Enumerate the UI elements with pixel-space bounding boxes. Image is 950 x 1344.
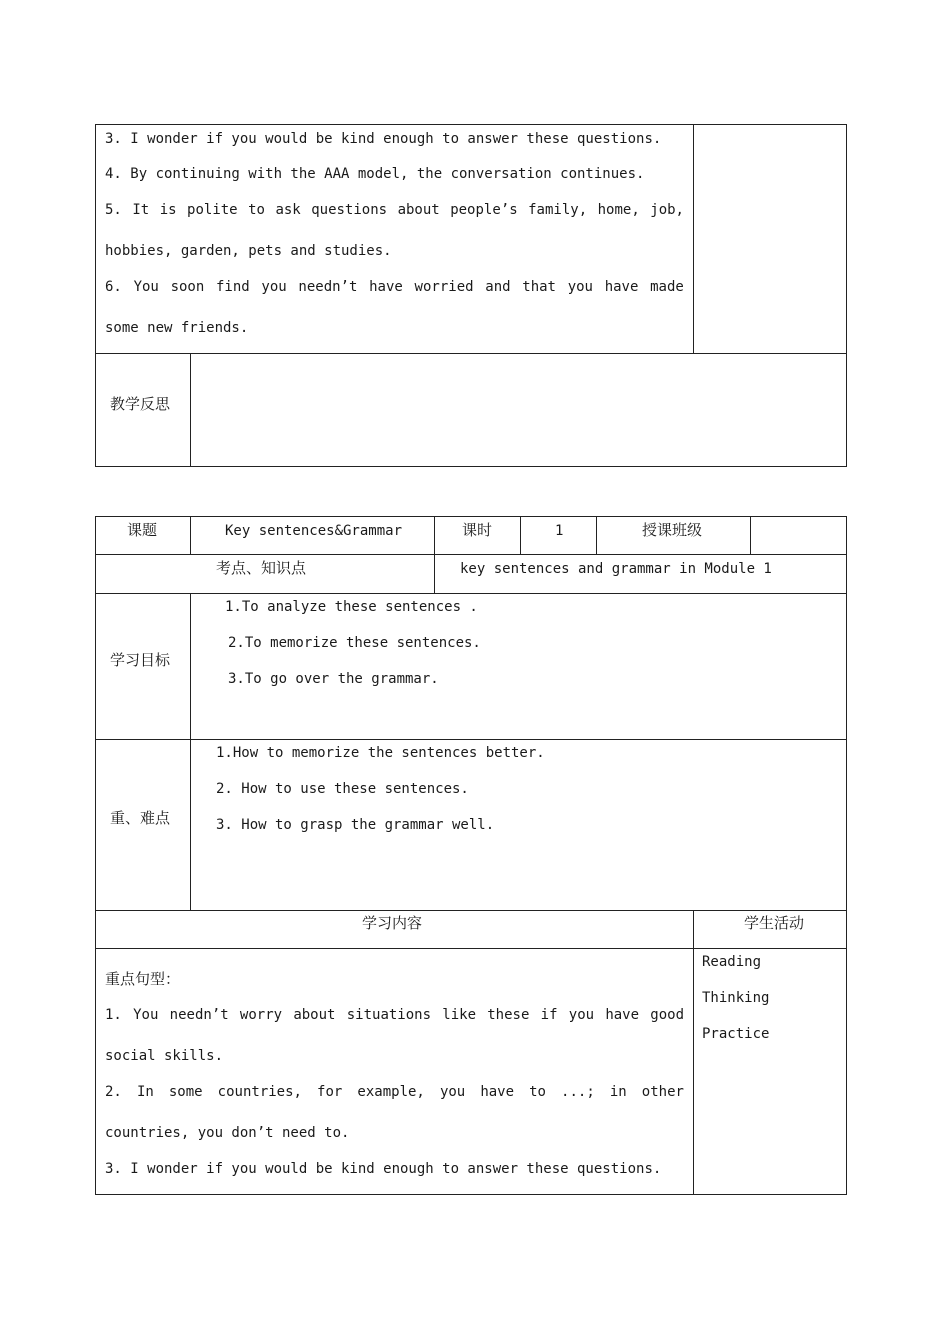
table-border-top [95,516,847,517]
row-divider [95,353,847,354]
word: 2. [105,1084,122,1100]
word: about [293,1007,336,1023]
word: in [609,1084,627,1100]
table-border-top [95,124,847,125]
word: You [133,1007,159,1023]
word: 6. [105,279,122,295]
row-divider [95,910,847,911]
knowledge-point-label: 考点、知识点 [216,559,307,577]
row-divider [95,554,847,555]
word: some [168,1084,203,1100]
word: have [605,1007,640,1023]
table-reflection [95,124,847,467]
column-divider [190,516,191,555]
content-line: social skills. [105,1048,224,1064]
word: worry [239,1007,283,1023]
activity-item: Thinking [702,990,770,1006]
content-line-justified [105,1005,684,1025]
word: people’s [450,202,518,218]
word: to [248,202,265,218]
column-divider [434,516,435,594]
word: you [261,279,287,295]
word: if [540,1007,558,1023]
content-line: some new friends. [105,320,249,336]
word: to [529,1084,546,1100]
activity-item: Practice [702,1026,770,1042]
word: find [215,279,250,295]
key-sentences-heading: 重点句型： [105,970,181,988]
period-label: 课时 [462,521,493,539]
table-border-left [95,516,96,1195]
word: In [136,1084,154,1100]
row-divider [95,593,847,594]
row-divider [95,948,847,949]
word: soon [170,279,205,295]
word: like [442,1007,476,1023]
word: have [604,279,639,295]
column-divider [596,516,597,555]
word: needn’t [298,279,358,295]
word: is [159,202,177,218]
content-line: 3. I wonder if you would be kind enough to answer these questions. [105,1161,662,1177]
word: that [522,279,556,295]
column-divider [750,516,751,555]
word: have [369,279,403,295]
word: these [487,1007,530,1023]
difficulty-item: 3. How to grasp the grammar well. [216,817,495,833]
word: and [485,279,511,295]
topic-value: Key sentences&Grammar [225,523,403,539]
content-line: hobbies, garden, pets and studies. [105,243,392,259]
table-border-left [95,124,96,467]
content-line: countries, you don’t need to. [105,1125,350,1141]
word: needn’t [169,1007,229,1023]
word: other [641,1084,684,1100]
table-border-bottom [95,1194,847,1195]
column-divider [693,124,694,354]
word: you [439,1084,466,1100]
word: It [132,202,150,218]
column-divider [190,353,191,467]
word: you [568,1007,595,1023]
goal-item: 3.To go over the grammar. [228,671,439,687]
word: job, [650,202,684,218]
word: countries, [217,1084,302,1100]
word: have [480,1084,515,1100]
activity-header: 学生活动 [744,914,805,932]
content-line-justified [105,200,684,220]
word: ask [275,202,301,218]
content-line: 3. I wonder if you would be kind enough to answer these questions. [105,131,662,147]
content-line-justified [105,1082,684,1102]
goal-item: 1.To analyze these sentences . [225,599,478,615]
period-value: 1 [555,523,564,539]
difficulty-label: 重、难点 [110,809,171,827]
activity-item: Reading [702,954,762,970]
word: about [397,202,440,218]
difficulty-item: 2. How to use these sentences. [216,781,469,797]
column-divider [693,910,694,1195]
word: 5. [105,202,122,218]
goal-item: 2.To memorize these sentences. [228,635,481,651]
word: you [567,279,593,295]
word: questions [311,202,388,218]
column-divider [190,593,191,911]
table-border-right [846,124,847,467]
class-label: 授课班级 [642,521,703,539]
column-divider [520,516,521,555]
word: 1. [105,1007,122,1023]
word: for [317,1084,343,1100]
word: situations [346,1007,432,1023]
reflection-label: 教学反思 [110,395,171,413]
word: example, [357,1084,425,1100]
topic-label: 课题 [127,521,158,539]
content-line: 4. By continuing with the AAA model, the conversation continues. [105,166,645,182]
word: polite [187,202,238,218]
word: home, [597,202,640,218]
word: made [650,279,684,295]
difficulty-item: 1.How to memorize the sentences better. [216,745,545,761]
word: family, [528,202,588,218]
table-lesson-plan [95,516,847,1195]
content-line-justified [105,277,684,297]
table-border-right [846,516,847,1195]
word: ...; [561,1084,595,1100]
content-header: 学习内容 [362,914,423,932]
word: You [133,279,159,295]
goals-label: 学习目标 [110,651,171,669]
row-divider [95,739,847,740]
word: good [650,1007,684,1023]
word: worried [414,279,474,295]
knowledge-point-value: key sentences and grammar in Module 1 [460,561,772,577]
table-border-bottom [95,466,847,467]
